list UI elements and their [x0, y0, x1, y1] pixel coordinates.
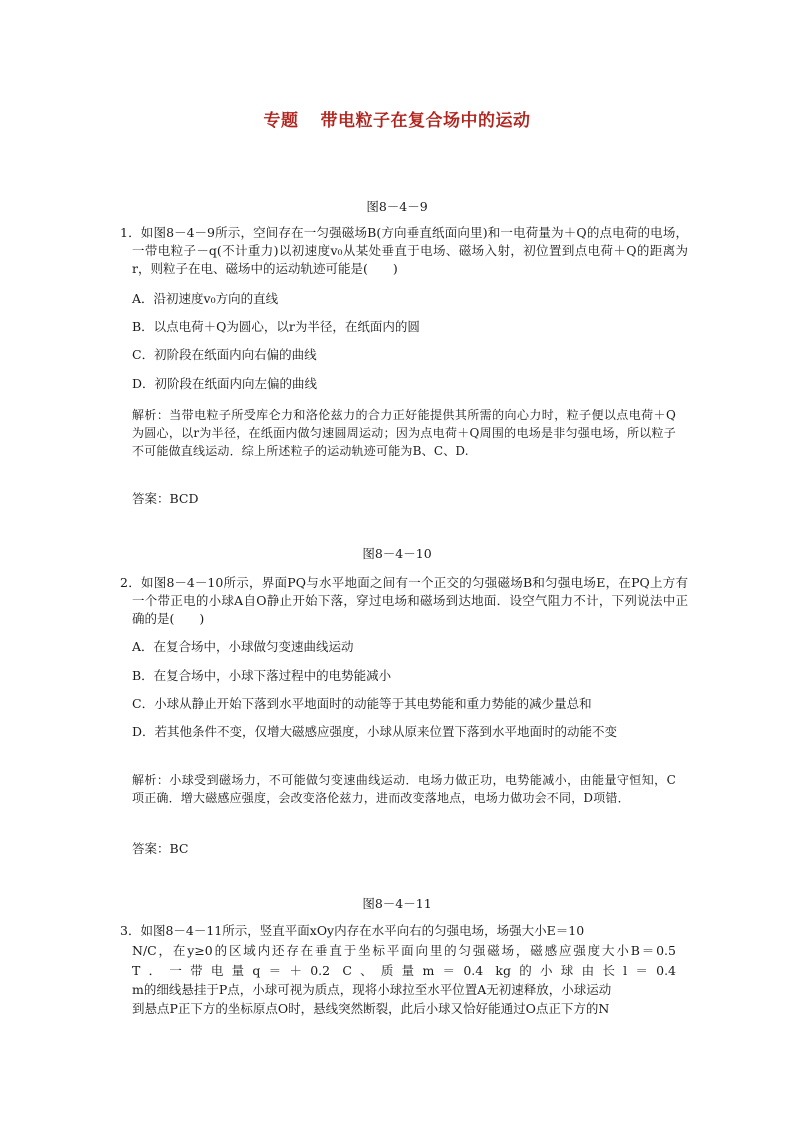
question-2-option-d: D．若其他条件不变，仅增大磁感应强度，小球从原来位置下落到水平地面时的动能不变	[132, 724, 618, 739]
figure-caption-q1: 图8－4－9	[366, 199, 428, 214]
question-3-line-4: m的细线悬挂于P点，小球可视为质点，现将小球拉至水平位置A无初速释放，小球运动	[132, 982, 612, 997]
question-2-option-a: A．在复合场中，小球做匀变速曲线运动	[132, 639, 354, 654]
question-1-analysis: 解析：当带电粒子所受库仑力和洛伦兹力的合力正好能提供其所需的向心力时，粒子便以点电荷＋Q为圆心，以r为半径，在纸面内做匀速圆周运动；因为点电荷＋Q周围的电场是非匀强电场，所以粒子不可能做直线运动．综上所述粒子的运动轨迹可能为B、C、D.	[132, 408, 676, 458]
question-3-line-2: N/C，在y≥0的区域内还存在垂直于坐标平面向里的匀强磁场，磁感应强度大小B＝0.5	[132, 943, 676, 958]
question-2-option-c: C．小球从静止开始下落到水平地面时的动能等于其电势能和重力势能的减少量总和	[132, 696, 592, 711]
figure-caption-q2: 图8－4－10	[362, 546, 432, 561]
question-2-stem: 2．如图8－4－10所示，界面PQ与水平地面之间有一个正交的匀强磁场B和匀强电场E，在PQ上方有一个带正电的小球A自O静止开始下落，穿过电场和磁场到达地面．设空气阻力不计，下列说法中正确的是( )	[120, 575, 688, 626]
question-1-stem: 1．如图8－4－9所示，空间存在一匀强磁场B(方向垂直纸面向里)和一电荷量为＋Q的点电荷的电场，一带电粒子－q(不计重力)以初速度v₀从某处垂直于电场、磁场入射，初位置到点电荷＋Q的距离为r，则粒子在电、磁场中的运动轨迹可能是( )	[120, 225, 688, 276]
question-2-analysis: 解析：小球受到磁场力，不可能做匀变速曲线运动．电场力做正功，电势能减小，由能量守恒知，C项正确．增大磁感应强度，会改变洛伦兹力，进而改变落地点，电场力做功会不同，D项错．	[132, 773, 676, 805]
question-1-option-b: B．以点电荷＋Q为圆心，以r为半径，在纸面内的圆	[132, 319, 420, 334]
question-3-line-5: 到悬点P正下方的坐标原点O时，悬线突然断裂，此后小球又恰好能通过O点正下方的N	[132, 1001, 610, 1016]
question-1-option-a: A．沿初速度v₀方向的直线	[132, 291, 279, 306]
title-topic-label: 专题	[263, 111, 299, 131]
question-1-option-d: D．初阶段在纸面内向左偏的曲线	[132, 376, 318, 391]
title-main-text: 带电粒子在复合场中的运动	[320, 111, 531, 131]
question-1-answer: 答案：BCD	[132, 491, 199, 506]
question-3-line-3: T．一带电量q＝＋0.2 C、质量m＝0.4 kg的小球由长l＝0.4	[132, 963, 676, 978]
figure-caption-q3: 图8－4－11	[362, 896, 432, 911]
question-1-option-c: C．初阶段在纸面内向右偏的曲线	[132, 347, 317, 362]
page-title	[0, 106, 794, 131]
question-2-answer: 答案：BC	[132, 841, 189, 856]
question-2-option-b: B．在复合场中，小球下落过程中的电势能减小	[132, 668, 392, 683]
question-3-line-1: 3．如图8－4－11所示，竖直平面xOy内存在水平向右的匀强电场，场强大小E＝10	[120, 923, 585, 938]
